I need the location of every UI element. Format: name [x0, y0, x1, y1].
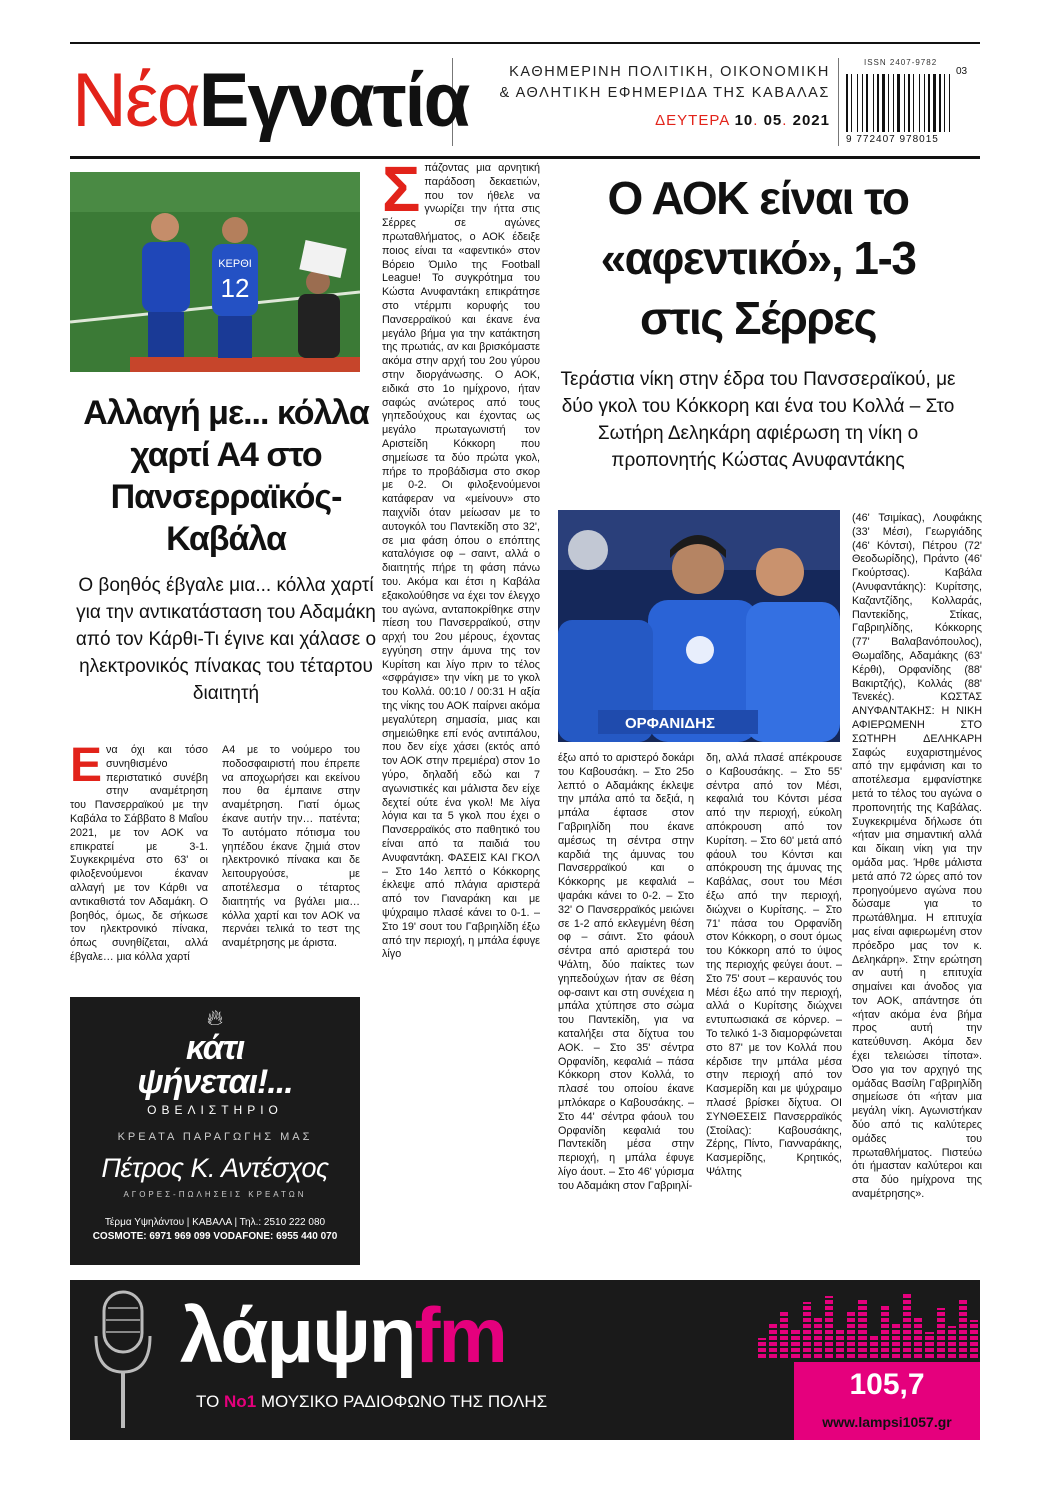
main-article-subhead: Τεράστια νίκη στην έδρα του Πανσσεραϊκού, με δύο γκολ του Κόκκορη και ένα του Κολλά – Στο Σωτήρη Δεληκάρη αφιέρωση τη νίκη ο προπονητής Κώστας Ανυφαντάκης [560, 369, 956, 471]
date-day: ΔΕΥΤΕΡΑ [655, 112, 730, 129]
main-article-text-d: (46' Τσιμίκας), Λουφάκης (33' Μέσι), Γεωργιάδης (46' Κόντσι), Πέτρου (72' Θεοδωρίδης), Πράντο (46' Γκούρτσας). Καβάλα (Ανυφαντάκης): Κυρίτσης, Καζαντζίδης, Κολλαράς, Παντεκίδης, Στίκας, Γαβριηλίδης, Κόκκορης (77' Βαλαβανόπουλος), Θωμαΐδης, Αδαμάκης (63' Κέρθι), Ορφανίδης (88' Βακιρτζής), Κολλάς (88' Τενεκές). ΚΩΣΤΑΣ ΑΝΥΦΑΝΤΑΚΗΣ: Η ΝΙΚΗ ΑΦΙΕΡΩΜΕΝΗ ΣΤΟ ΣΩΤΗΡΗ ΔΕΛΗΚΑΡΗ Σαφώς ευχαριστημένος από την εμφάνιση και το αποτέλεσμα εμφανίστηκε μετά το τέλος του αγώνα ο προπονητής της Καβάλας. Συγκεκριμένα δήλωσε ότι «ήταν μια σημαντική αλλά και δίκαιη νίκη για την ομάδα μας. Ήρθε μάλιστα μετά από 72 ώρες από τον προηγούμενο αγώνα που δώσαμε για το πρωτάθλημα. Η επιτυχία μας είναι αφιερωμένη στον πρόεδρο μας τον κ. Δεληκάρη». Στην ερώτηση αν αυτή η επιτυχία σημαίνει και άνοδος για τον ΑΟΚ, απάντησε ότι «ήταν ακόμα ένα βήμα προς αυτή την κατεύθυνση. Ακόμα δεν έχει τελειώσει τίποτα». Όσο για τον αρχηγό της ομάδας Βασίλη Γαβριηλίδη σημείωσε ότι «ήταν μια μεγάλη νίκη. Αγωνιστήκαν δύο από τις καλύτερες ομάδες του πρωταθλήματος. Πιστεύω ότι ήμασταν καλύτεροι και στα δύο ημίχρονα της αναμέτρησης». [852, 512, 982, 1201]
date-year: 2021 [792, 112, 830, 129]
slogan-pre: ΤΟ [196, 1392, 225, 1411]
issn: ISSN 2407-9782 [864, 58, 938, 67]
logo-nea: Νέα [72, 58, 199, 143]
date-day-number: 10 [734, 112, 754, 129]
main-article-col-a [382, 162, 540, 1260]
photo-jersey-text: ΚΕΡΘΙ [218, 258, 252, 270]
ad-kati-address: Τέρμα Υψηλάντου | ΚΑΒΑΛΑ | Τηλ.: 2510 222 080 [104, 1217, 326, 1228]
ad-lampsi-frequency: 105,7 [794, 1362, 980, 1408]
main-article-text-a: πάζοντας μια αρνητική παράδοση δεκαετιών, που τον ήθελε να γνωρίζει την ήττα στις Σέρρες σε αγώνες πρωταθλήματος, ο ΑΟΚ έδειξε ποιος είναι τα «αφεντικό» στον Βόρειο Όμιλο της Football League! Το συγκρότημα του Κώστα Ανυφαντάκη επικράτησε στο ντέρμπι κορυφής του Πανσερραϊκού και έκανε ένα μεγάλο βήμα για την κατάκτηση της πρωτιάς, αν και βρισκόμαστε ακόμα στην αρχή του 2ου γύρου στην διοργάνωσης. Ο ΑΟΚ, ειδικά στο 1ο ημίχρονο, ήταν σαφώς ανώτερος από τους γηπεδούχους και έχοντας ως μεγάλο πρωταγωνιστή τον Αριστείδη Κόκκορη που σημείωσε τα δύο πρώτα γκολ, πήρε το προβάδισμα στο σκορ με 0-2. Οι φιλοξενούμενοι κατάφεραν να «μείνουν» στο παιχνίδι όταν μείωσαν με το αυτογκόλ του Παντεκίδη στο 32', σε μια φάση όπου ο επόπτης καταλόγισε οφ – σαιντ, αλλά ο διαιτητής πήρε τη φάση πάνω του. Ακόμα και έτσι η Καβάλα εξακολούθησε να έχει τον έλεγχο του αγώνα, ανταποκρίθηκε στην πίεση του Πανσερραϊκού, στην αρχή του 2ου μέρους, έχοντας εγγύηση στην άμυνα της τον Κυρίτση και λίγο πριν το τέλος «σφράγισε» την νίκη με το γκολ του Κολλά. 00:10 / 00:31 Η αξία της νίκης του ΑΟΚ παίρνει ακόμα μεγαλύτερη σημασία, μιας και σημειώθηκε επί ενός αντιπάλου, που δεν είχε χάσει (εκτός από τον ΑΟΚ στην πρεμιέρα) στον 1ο γύρο, δηλαδή εδώ και 7 αγωνιστικές και μάλιστα δεν είχε δεχτεί ούτε ένα γκολ! Με λίγα λόγια και τα 5 γκολ που έχει ο Πανσερραϊκός στο παθητικό του είναι από τα παιδιά του Ανυφαντάκη. ΦΑΣΕΙΣ ΚΑΙ ΓΚΟΛ – Στο 14ο λεπτό ο Κόκκορης έκλεψε από πλάγια αριστερά από τον Γιαναράκη και με ψύχραιμο πλασέ κάνει το 0-1. – Στο 19' σουτ του Γαβριηλίδη έξω από την περιοχή, η μπάλα έφυγε λίγο [382, 162, 540, 961]
slogan-no1: No1 [224, 1392, 257, 1411]
microphone-icon [88, 1288, 158, 1432]
main-article-text-b: έξω από το αριστερό δοκάρι του Καβουσάκη. – Στο 25ο λεπτό ο Αδαμάκης έκλεψε την μπάλα από τα δεξιά, η μπάλα έφτασε στον Γαβριηλίδη που έκανε αμέσως τη σέντρα στην καρδιά της άμυνας του Πανσερραϊκού και ο Κόκκορης με κεφαλιά – ψαράκι κάνει το 0-2. – Στο 32' Ο Πανσερραϊκός μειώνει σε 1-2 από εκλεγμένη θέση οφ – σάιντ. Στο φάουλ σέντρα από αριστερά του Ψάλτη, δύο παίκτες των γηπεδούχων ήταν σε θέση οφ-σαιντ και στη συνέχεια η μπάλα χτύπησε στο σώμα του Παντεκίδη, για να καταλήξει στα δίχτυα του ΑΟΚ. – Στο 35' σέντρα Ορφανίδη, κεφαλιά – πάσα Κόκκορη στον Κολλά, το πλασέ του οποίου έκανε μπλόκαρε ο Καβουσάκης. – Στο 44' σέντρα φάουλ του Ορφανίδη κεφαλιά του Παντεκίδη μέσα στην περιοχή, η μπάλα έφυγε λίγο άουτ. – Στο 46' γύρισμα του Αδαμάκη στον Γαβριηλί- [558, 752, 694, 1192]
left-article-headline: Αλλαγή με... κόλλα χαρτί Α4 στο Πανσερραϊκός-Καβάλα [83, 394, 369, 558]
logo[interactable] [72, 52, 469, 150]
date-month: 05 [763, 112, 783, 129]
ad-kati-psinetai[interactable] [70, 997, 360, 1265]
logo-egnatia: Εγνατία [198, 58, 469, 143]
drop-cap-e: Ε [70, 739, 103, 792]
left-article-photo [70, 172, 360, 372]
photo-caption-text: ΟΡΦΑΝΙΔΗΣ [624, 715, 716, 732]
masthead-divider-2 [838, 58, 839, 146]
ad-lampsi-brand-text: λάμψη [180, 1291, 415, 1379]
ad-kati-kreata: ΚΡΕΑΤΑ ΠΑΡΑΓΩΓΗΣ ΜΑΣ [117, 1131, 313, 1143]
slogan-post: ΜΟΥΣΙΚΟ ΡΑΔΙΟΦΩΝΟ ΤΗΣ ΠΟΛΗΣ [256, 1392, 548, 1411]
left-article-col-1 [70, 739, 208, 965]
issue-number: 03 [956, 66, 968, 77]
masthead-rule [70, 156, 980, 159]
ad-lampsi-website[interactable]: www.lampsi1057.gr [794, 1408, 980, 1440]
main-article-text-c: δη, αλλά πλασέ απέκρουσε ο Καβουσάκης. – Στο 55' σέντρα από τον Μέσι, κεφαλιά του Κόντσι μέσα από την περιοχή, εύκολη απόκρουση από τον Κυρίτση. – Στο 60' μετά από φάουλ του Κόντσι και απόκρουση της άμυνας της Καβάλας, σουτ του Μέσι έξω από την περιοχή, διώχνει ο Κυρίτσης. – Στο 71' πάσα του Ορφανίδη στον Κόκκορη, ο σουτ όμως του Κόκκορη από το ύψος της περιοχής φεύγει άουτ. – Στο 75' σουτ – κεραυνός του Μέσι έξω από την περιοχή, αλλά ο Κυρίτσης διώχνει εντυπωσιακά σε κόρνερ. – Το τελικό 1-3 διαμορφώνεται στο 87' με τον Κολλά που κέρδισε την μπάλα μέσα στην περιοχή από τον Κασμερίδη και με ψύχραιμο πλασέ βρίσκει δίχτυα. ΟΙ ΣΥΝΘΕΣΕΙΣ Πανσερραϊκός (Στοίλας): Καβουσάκης, Ζέρης, Πίντο, Γιανναράκης, Κασμερίδης, Κρητικός, Ψάλτης [706, 752, 842, 1178]
left-article-col-2 [222, 744, 360, 951]
tagline-line-2: & ΑΘΛΗΤΙΚΗ ΕΦΗΜΕΡΙΔΑ ΤΗΣ ΚΑΒΑΛΑΣ [499, 85, 830, 101]
ad-kati-obeliskos: ΟΒΕΛΙΣΤΗΡΙΟ [147, 1103, 283, 1117]
tagline-line-1: ΚΑΘΗΜΕΡΙΝΗ ΠΟΛΙΤΙΚΗ, ΟΙΚΟΝΟΜΙΚΗ [509, 64, 830, 80]
ad-kati-line-2: ψήνεται!... [137, 1063, 293, 1101]
barcode-number: 9 772407 978015 [846, 134, 939, 145]
main-headline-line-3: στις Σέρρες [639, 292, 876, 344]
main-headline-line-2: «αφεντικό», 1-3 [600, 232, 916, 284]
main-article-col-c [706, 752, 842, 1262]
main-headline-line-1: Ο ΑΟΚ είναι το [607, 172, 909, 224]
ad-lampsi-fm[interactable] [70, 1280, 980, 1440]
left-article-text-1: να όχι και τόσο συνηθισμένο περιστατικό συνέβη στην αναμέτρηση του Πανσερραϊκού με την Καβάλα το Σάββατο 8 Μαΐου 2021, με τον ΑΟΚ να επικρατεί με 3-1. Συγκεκριμένα στο 63' οι φιλοξενούμενοι έκαναν αλλαγή με τον Κάρθι να αντικαθιστά τον Αδαμάκη. Ο βοηθός, όμως, δε σήκωσε τον ηλεκτρονικό πίνακα, όπως συνηθίζεται, αλλά έβγαλε… μια κόλλα χαρτί [70, 744, 208, 963]
barcode-icon [846, 70, 972, 132]
celebration-image [558, 510, 840, 742]
left-article-subhead: Ο βοηθός έβγαλε μια... κόλλα χαρτί για την αντικατάσταση του Αδαμάκη από τον Κάρθι-Τι έγινε και χάλασε ο ηλεκτρονικός πίνακας του τέταρτου διαιτητή [75, 575, 377, 704]
ad-kati-owner: Πέτρος Κ. Αντέσχος [101, 1153, 329, 1183]
ad-kati-line-1: κάτι [185, 1029, 245, 1067]
ad-kati-phones: COSMOTE: 6971 969 099 VODAFONE: 6955 440 070 [92, 1231, 338, 1242]
flame-icon: 🔥︎ [206, 1005, 224, 1030]
ad-lampsi-brand [180, 1290, 506, 1381]
main-article-col-b [558, 752, 694, 1262]
ad-lampsi-slogan [196, 1392, 547, 1412]
ad-kati-sales: ΑΓΟΡΕΣ-ΠΩΛΗΣΕΙΣ ΚΡΕΑΤΩΝ [123, 1190, 307, 1199]
main-article-photo [558, 510, 840, 742]
football-players-image [70, 172, 360, 372]
dateline: ΔΕΥΤΕΡΑ 10. 05. 2021 [655, 112, 830, 129]
top-rule [70, 42, 980, 44]
equalizer-icon [758, 1290, 978, 1358]
left-article-text-2: Α4 με το νούμερο του ποδοσφαιριστή που έπρεπε να αποχωρήσει και εκείνου που θα έμπαινε στην αναμέτρηση. Γιατί όμως έκανε αυτήν την… πατέντα; Το αυτόματο πότισμα του γηπέδου έκανε ζημιά στον ηλεκτρονικό πίνακα και δε λειτουργούσε, με αποτέλεσμα ο τέταρτος διαιτητής να βγάλει μια… κόλλα χαρτί και τον ΑΟΚ να περνάει τελικά το τεστ της αναμέτρησης με άριστα. [222, 744, 360, 950]
main-article-col-d [852, 512, 982, 1262]
main-article-headline [548, 168, 968, 348]
tagline [474, 62, 830, 104]
drop-cap-s: Σ [382, 162, 421, 225]
ad-lampsi-fm-text: fm [414, 1291, 506, 1379]
svg-text:12: 12 [220, 273, 250, 303]
